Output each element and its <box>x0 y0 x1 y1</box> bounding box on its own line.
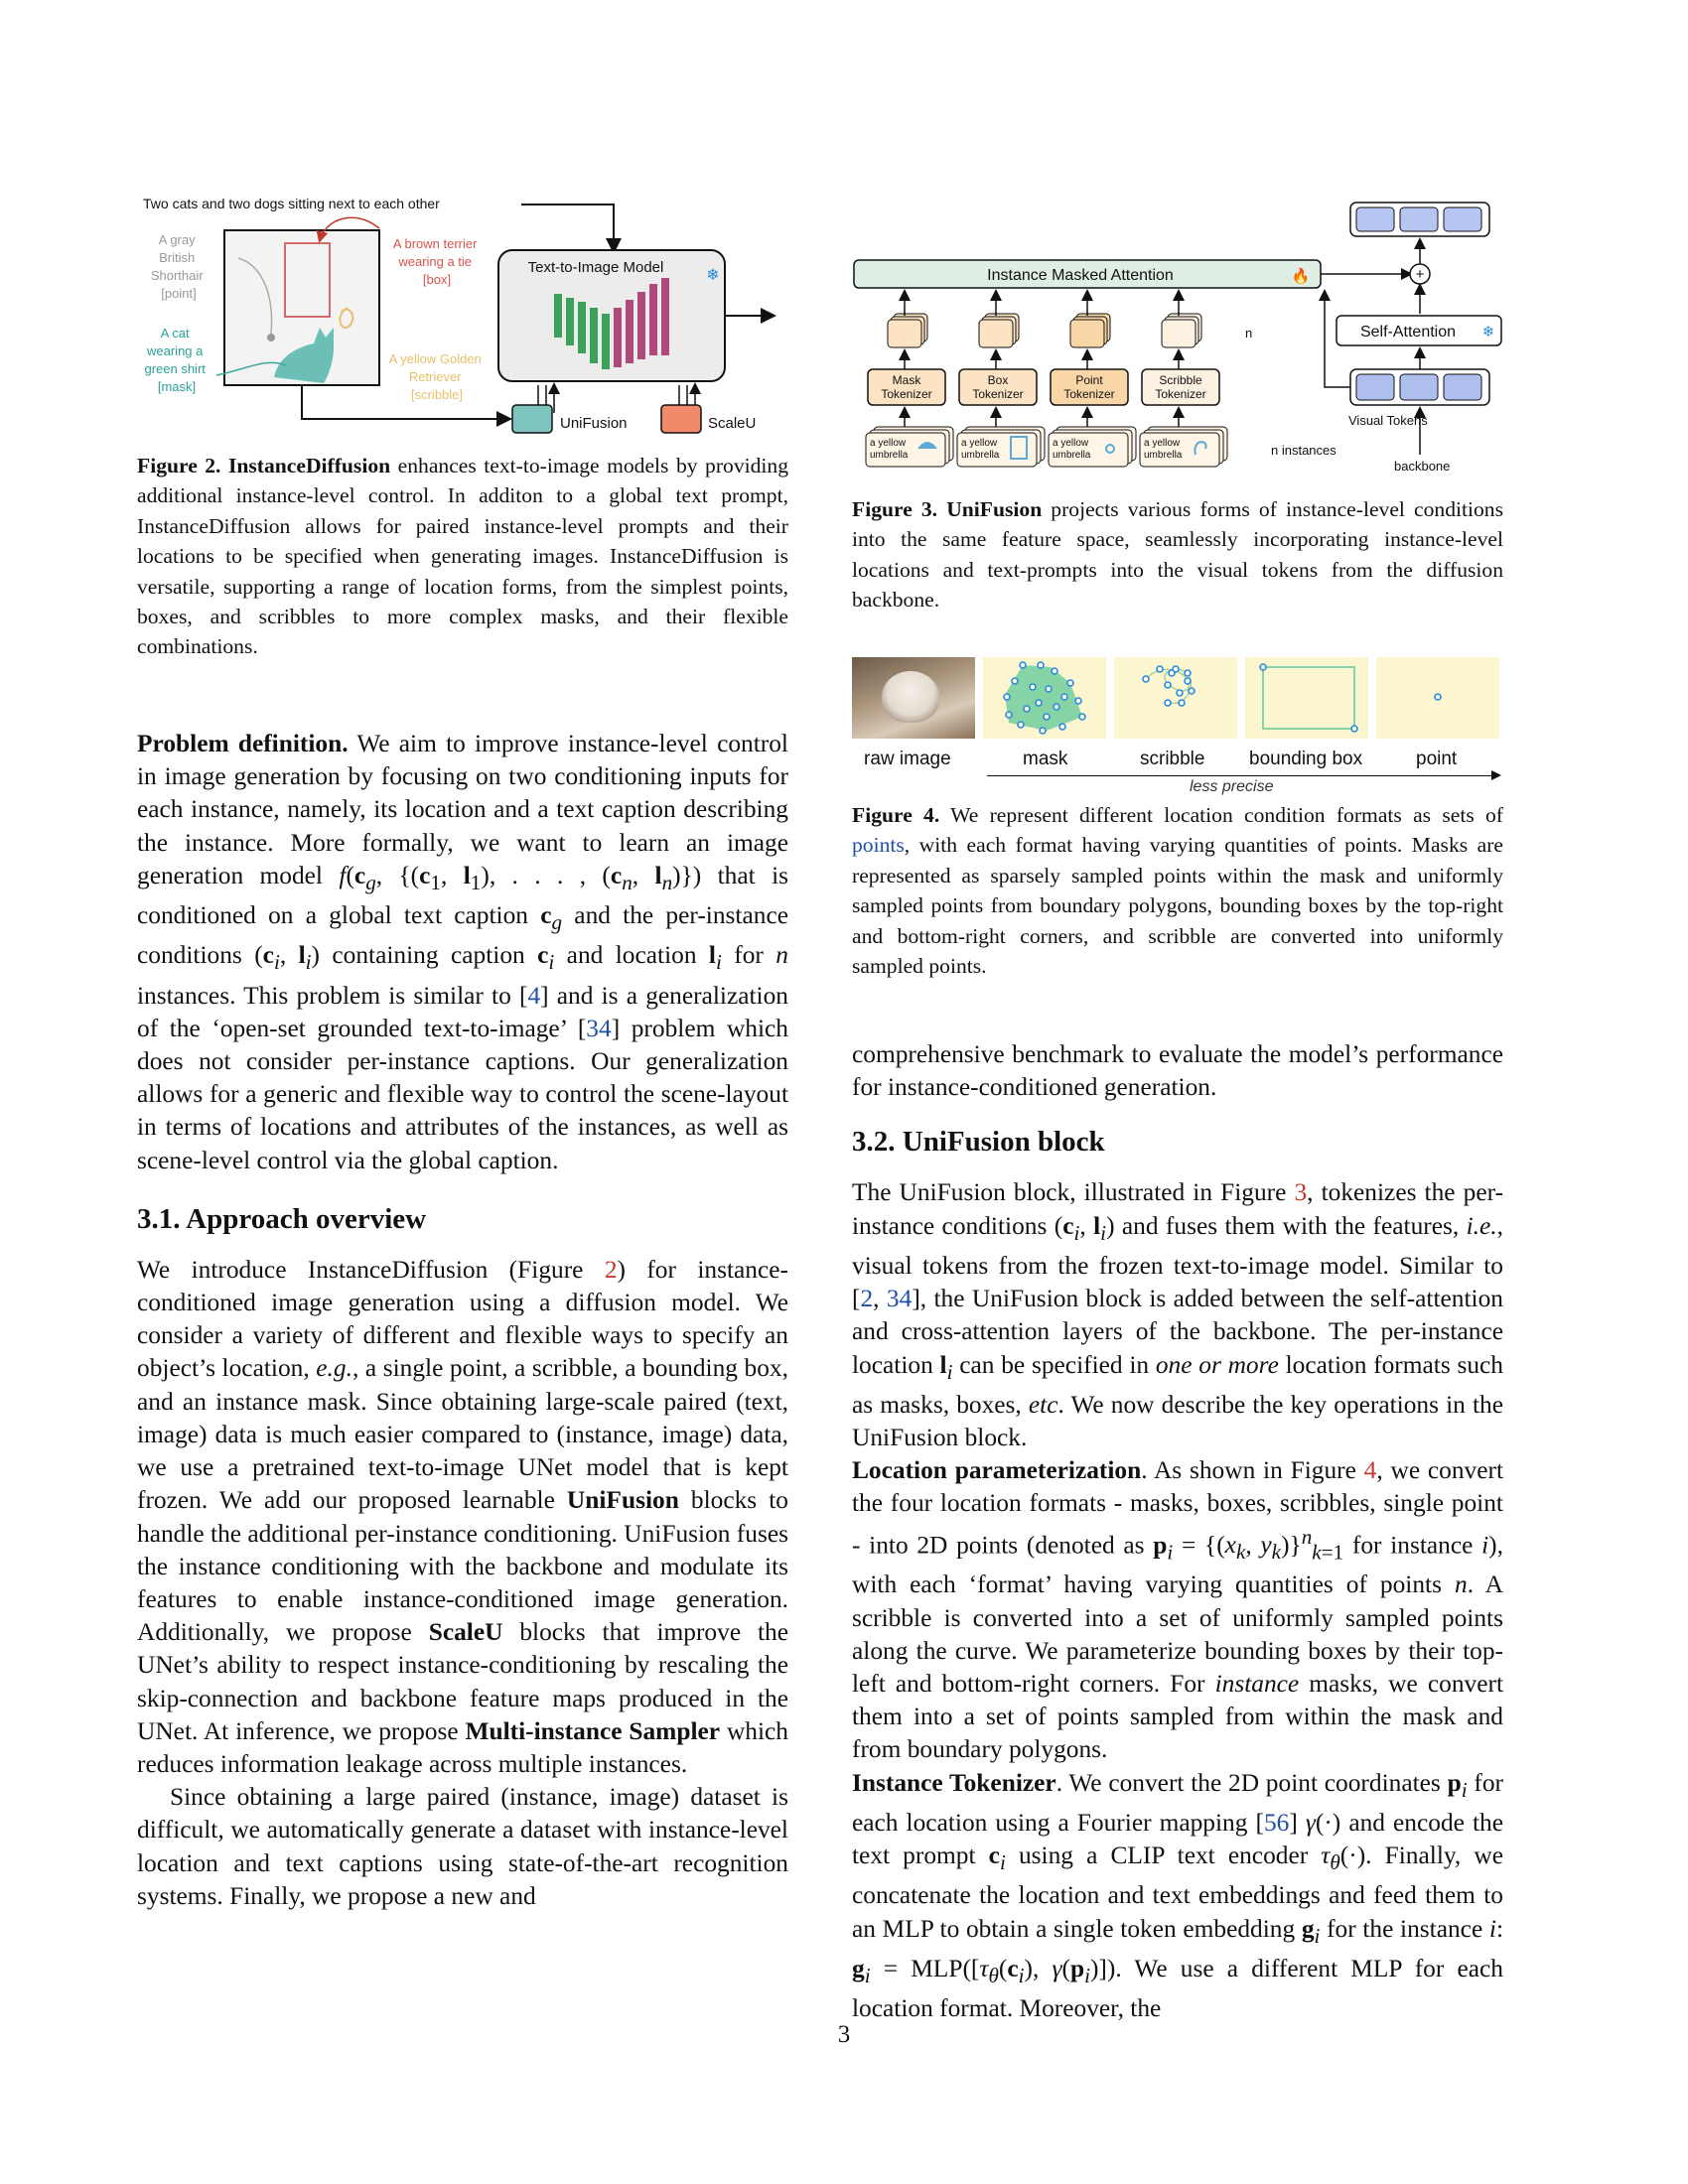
fig3-visual-tokens-label: Visual Tokens <box>1348 413 1428 428</box>
fig3-visual-tokens <box>1350 369 1489 405</box>
fig2-caption-bold: InstanceDiffusion <box>227 454 391 478</box>
fig4-label-scribble: scribble <box>1140 749 1205 769</box>
figure-2 <box>137 189 792 443</box>
fig3-tokenizer-label: Point <box>1075 373 1103 387</box>
fig2-prompt: Two cats and two dogs sitting next to each other <box>143 196 440 211</box>
location-parameterization-paragraph: Location parameterization. As shown in Figure 4, we convert the four location formats - masks, boxes, scribbles, single point - into 2D points (denoted as $p_i = \{(x_k$, $y_k)\}^n_{k=1}$ for instance i), with each ‘format’ having varying quantities of points n. A scribble is converted into a set of uniformly sampled points along the curve. We parameterize bounding boxes by their top-left and bottom-right corners. For instance masks, we convert them into a set of points sampled from within the mask and from boundary polygons. <box>852 1456 1504 1764</box>
fig4-raw-image <box>852 657 975 739</box>
figure-4 <box>852 657 1503 795</box>
fig3-card-text: a yellow <box>1053 438 1089 449</box>
fig2-snowflake-icon: ❄ <box>706 267 720 284</box>
right-column <box>852 1038 1503 2025</box>
fig2-scaleu-label: ScaleU <box>708 415 757 432</box>
fig2-inst-golden: A yellow Golden Retriever [scribble] <box>388 351 482 402</box>
fig3-tokenizer-label: Box <box>987 373 1009 387</box>
instance-tokenizer-paragraph: Instance Tokenizer. We convert the 2D point coordinates $p_i$ for each location using a Fourier mapping [56] γ(·) and encode the text prompt $c_i$ using a CLIP text encoder $\tau_\theta(\cdot)$. Finally, we concatenate the location and text embeddings and feed them to an MLP to obtain a single token embedding $g_i$ for the instance i: $g_i = MLP([\tau_\theta(c_i)$, $\gamma(p_i)$]). We use a different MLP for each location format. Moreover, the <box>852 1768 1503 2023</box>
figure-3-link[interactable]: 3 <box>1294 1178 1308 1207</box>
fig2-unifusion-block <box>512 405 552 433</box>
fig3-self-attention-label: Self-Attention <box>1359 324 1457 341</box>
fig3-n-label: n <box>1245 326 1253 341</box>
fig3-tokenizer-label: Tokenizer <box>881 387 932 401</box>
ref-56-link[interactable]: 56 <box>1263 1808 1290 1837</box>
fig4-label-mask: mask <box>1023 749 1068 769</box>
fig3-card-text: a yellow <box>870 438 907 449</box>
ref-34b-link[interactable]: 34 <box>886 1285 913 1313</box>
fig4-label-raw: raw image <box>864 749 951 769</box>
fig3-backbone-label: backbone <box>1394 459 1451 474</box>
fig4-label-point: point <box>1416 749 1458 769</box>
fig4-precision-arrow <box>987 775 1493 776</box>
dataset-paragraph: Since obtaining a large paired (instance, image) dataset is difficult, we automatically generate a dataset with instance-level location and text captions using state-of-the-art recognition systems. Finally, we propose a new and <box>137 1783 788 1910</box>
fig3-card-text: umbrella <box>1053 450 1091 461</box>
fig3-snowflake-icon: ❄ <box>1481 324 1495 341</box>
fig2-scaleu-block <box>661 405 701 433</box>
fig3-tokenizer-label: Tokenizer <box>1155 387 1206 401</box>
figure-2-link[interactable]: 2 <box>604 1255 618 1284</box>
svg-text:+: + <box>1415 266 1425 283</box>
fig2-model-label: Text-to-Image Model <box>527 259 664 276</box>
fig3-n-instances-label: n instances <box>1271 443 1336 458</box>
fig4-label-box: bounding box <box>1249 749 1363 769</box>
fig4-box-corner-tl <box>1260 664 1266 670</box>
fig4-arrowhead-icon <box>1491 770 1501 780</box>
fig3-column-3 <box>1140 292 1227 467</box>
fig3-tokenizer-label: Mask <box>892 373 921 387</box>
ref-34-link[interactable]: 34 <box>586 1014 612 1042</box>
fig2-caption-text: enhances text-to-image models by providing additional instance-level control. In additon to a global text prompt, InstanceDiffusion allows for paired instance-level prompts and their locations to be specified when generating images. InstanceDiffusion is versatile, supporting a range of location forms, from the simplest points, boxes, and scribbles to more complex masks, and their flexible combinations. <box>137 454 788 659</box>
fig4-less-precise: less precise <box>1190 778 1274 795</box>
fig3-card-text: umbrella <box>961 450 1000 461</box>
fig3-card-text: umbrella <box>1144 450 1183 461</box>
continuation-paragraph: comprehensive benchmark to evaluate the model’s performance for instance-conditioned generation. <box>852 1040 1503 1102</box>
fig3-tokenizer-columns <box>866 292 1227 467</box>
fig3-card-text: a yellow <box>1144 438 1181 449</box>
problem-definition-paragraph: Problem definition. We aim to improve instance-level control in image generation by focusing on two conditioning inputs for each instance, namely, its location and a text caption describing the instance. More formally, we want to learn an image generation model $f(c_g$, {($c_1$, $l_1$), . . . , ($c_n$, $l_n$)}) that is conditioned on a global text caption $c_g$ and the per-instance conditions ($c_i$, $l_i$) containing caption $c_i$ and location $l_i$ for n instances. This problem is similar to [4] and is a generalization of the ‘open-set grounded text-to-image’ [34] problem which does not consider per-instance captions. Our generalization allows for a generic and flexible way to control the scene-layout in terms of locations and attributes of the instances, as well as scene-level control via the global caption. <box>137 730 789 1174</box>
fig4-cat-photo <box>882 671 939 723</box>
fig2-caption-label: Figure 2. <box>137 454 221 478</box>
fig3-tokenizer-label: Tokenizer <box>972 387 1024 401</box>
section-3-1-heading: 3.1. Approach overview <box>137 1202 427 1235</box>
fig4-box-corner-br <box>1351 726 1357 732</box>
problem-definition-heading: Problem definition. <box>137 730 349 757</box>
fig3-tokenizer-label: Scribble <box>1159 373 1202 387</box>
fig3-attention-label: Instance Masked Attention <box>987 267 1174 284</box>
fig2-inst-gray: A gray British Shorthair [point] <box>150 232 204 301</box>
figure-2-caption <box>137 451 788 662</box>
fig3-card-text: umbrella <box>870 450 909 461</box>
fig3-fire-icon: 🔥 <box>1291 268 1311 285</box>
left-column <box>137 728 788 1913</box>
ref-4-link[interactable]: 4 <box>527 981 541 1010</box>
figure-4-link[interactable]: 4 <box>1363 1456 1377 1485</box>
page-number: 3 <box>837 2021 851 2048</box>
fig2-inst-terrier: A brown terrier wearing a tie [box] <box>392 236 478 287</box>
unifusion-paragraph: The UniFusion block, illustrated in Figure 3, tokenizes the per-instance conditions ($c_i$, $l_i$) and fuses them with the features, i.e., visual tokens from the frozen text-to-image model. Similar to [2, 34], the UniFusion block is added between the self-attention and cross-attention layers of the backbone. The per-instance location $l_i$ can be specified in one or more location formats such as masks, boxes, etc. We now describe the key operations in the UniFusion block. <box>852 1178 1504 1451</box>
fig4-panels <box>983 657 1503 739</box>
fig2-inst-cat: A cat wearing a green shirt [mask] <box>144 326 206 394</box>
fig2-point <box>267 334 275 341</box>
fig3-tokenizer-label: Tokenizer <box>1063 387 1115 401</box>
ref-2-link[interactable]: 2 <box>860 1285 874 1313</box>
figure-4-caption: Figure 4. We represent different location condition formats as sets of points, with each format having varying quantities of points. Masks are represented as sparsely sampled points within the mask and uniformly sampled points from boundary polygons, bounding boxes by the top-right and bottom-right corners, and scribble are converted into uniformly sampled points. <box>852 803 1503 979</box>
fig3-output-tokens <box>1350 203 1489 236</box>
points-link[interactable]: points <box>852 833 905 858</box>
figure-3-caption: Figure 3. UniFusion projects various forms of instance-level conditions into the same feature space, seamlessly incorporating instance-level locations and text-prompts into the visual tokens from the diffusion backbone. <box>852 497 1503 613</box>
fig3-column-1 <box>957 292 1045 467</box>
fig3-card-text: a yellow <box>961 438 998 449</box>
fig3-column-2 <box>1049 292 1136 467</box>
fig4-point-marker <box>1435 694 1441 700</box>
section-3-2-heading: 3.2. UniFusion block <box>852 1126 1105 1159</box>
approach-overview-paragraph: We introduce InstanceDiffusion (Figure 2) for instance-conditioned image generation using a diffusion model. We consider a variety of different and flexible ways to specify an object’s location, e.g., a single point, a scribble, a bounding box, and an instance mask. Since obtaining large-scale paired (text, image) data is much easier compared to (instance, image) data, we use a pretrained text-to-image UNet model that is kept frozen. We add our proposed learnable UniFusion blocks to handle the additional per-instance conditioning. UniFusion fuses the instance conditioning with the backbone and modulate its features to enable instance-conditioned image generation. Additionally, we propose ScaleU blocks that improve the UNet’s ability to respect instance-conditioning by rescaling the skip-connection and backbone feature maps produced in the UNet. At inference, we propose Multi-instance Sampler which reduces information leakage across multiple instances. <box>137 1255 788 1778</box>
fig2-unifusion-label: UniFusion <box>560 415 628 432</box>
fig3-column-0 <box>866 292 953 467</box>
figure-3 <box>852 195 1511 482</box>
